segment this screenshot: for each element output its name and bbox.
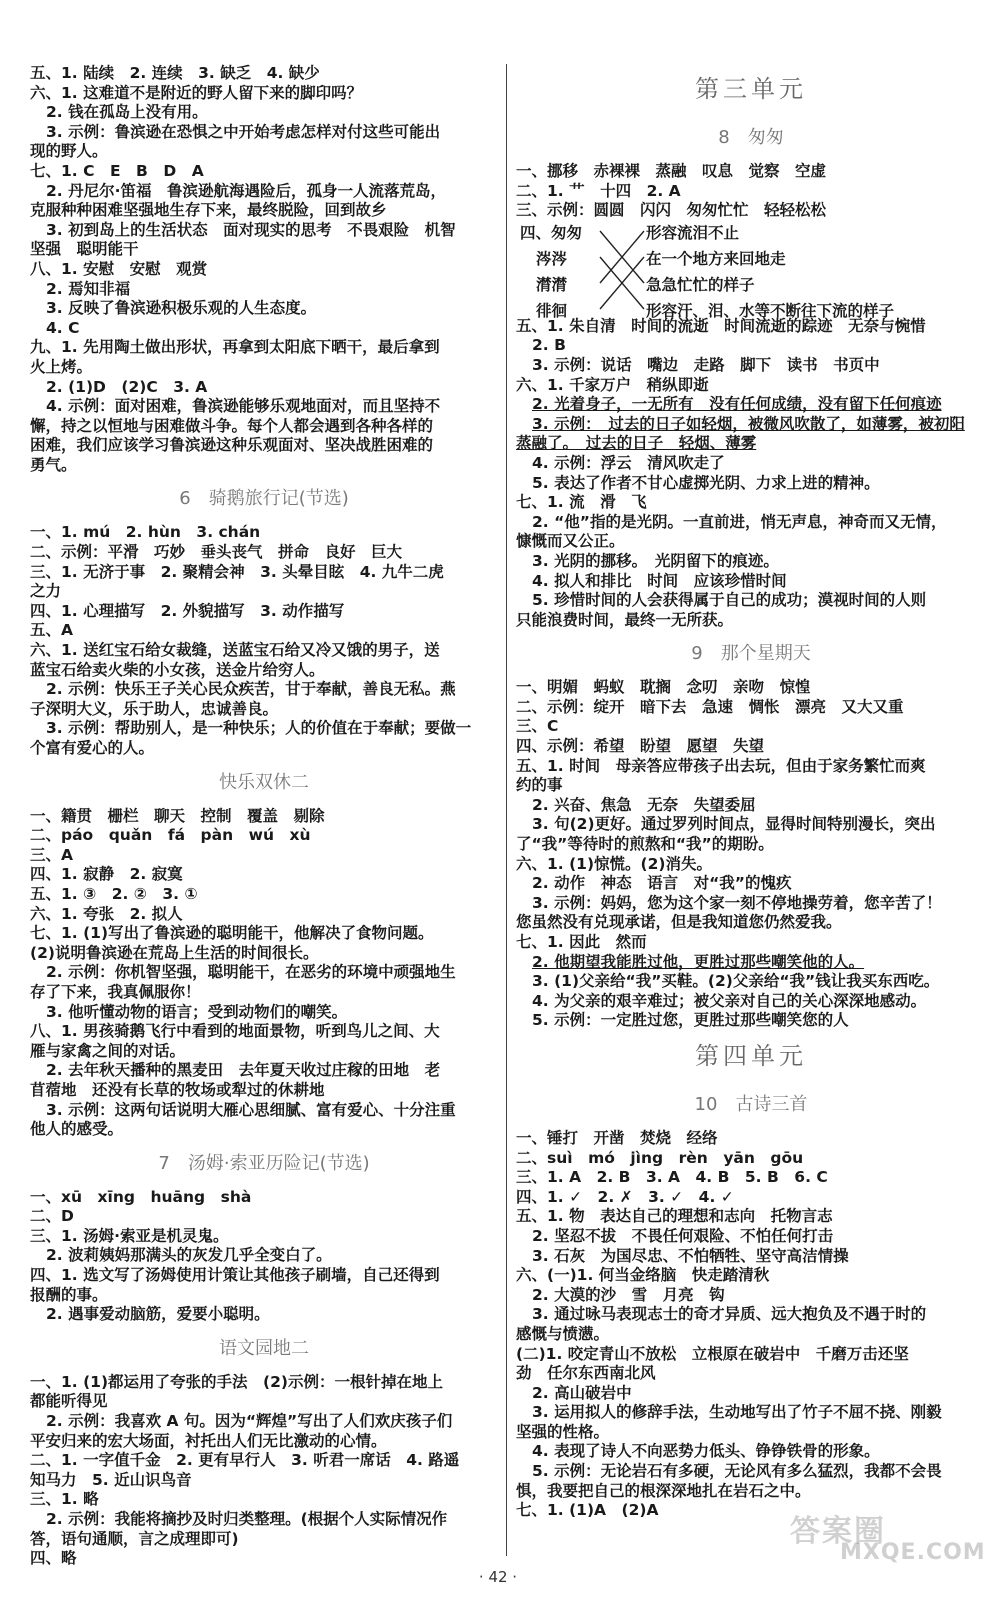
answer-line: 坚强 聪明能干	[30, 240, 139, 259]
answer-line: 了“我”等待时的煎熬和“我”的期盼。	[516, 835, 774, 854]
section-title: 7 汤姆·索亚历险记(节选)	[158, 1152, 370, 1174]
answer-line: 五、1. 朱自清 时间的流逝 时间流逝的踪迹 无奈与惋惜	[516, 316, 926, 335]
answer-line: 五、1. 时间 母亲答应带孩子出去玩，但由于家务繁忙而爽	[516, 756, 926, 775]
answer-line: 都能听得见	[30, 1392, 108, 1411]
answer-line: 2. 钱在孤岛上没有用。	[46, 103, 208, 122]
answer-line: 雁与家禽之间的对话。	[30, 1041, 186, 1060]
answer-line: 个富有爱心的人。	[30, 739, 155, 757]
match-right-4: 形容汗、泪、水等不断往下流的样子	[646, 301, 895, 320]
answer-line: 二、示例：绽开 暗下去 急速 惆怅 漂亮 又大又重	[516, 697, 904, 716]
match-right-1: 形容流泪不止	[646, 223, 740, 242]
answer-line: 2. 去年秋天播种的黑麦田 去年夏天收过庄稼的田地 老	[46, 1061, 441, 1080]
answer-line: 五、1. 陆续 2. 连续 3. 缺乏 4. 缺少	[30, 64, 320, 82]
watermark-url: MXQE.COM	[840, 1540, 986, 1565]
answer-line: 一、1. (1)都运用了夸张的手法 (2)示例：一根针掉在地上	[30, 1372, 443, 1391]
answer-line: 七、1. C E B D A	[30, 161, 204, 180]
answer-line: 一、锤打 开凿 焚烧 经络	[516, 1128, 718, 1147]
answer-line: 平安归来的宏大场面，衬托出人们无比激动的心情。	[30, 1431, 387, 1450]
right-column	[516, 64, 986, 1521]
answer-line: 3. 示例：这两句话说明大雁心思细腻、富有爱心、十分注重	[46, 1100, 456, 1119]
answer-line: 4. 为父亲的艰辛难过；被父亲对自己的关心深深地感动。	[532, 991, 927, 1010]
answer-line: 三、1. 汤姆·索亚是机灵鬼。	[30, 1226, 229, 1245]
answer-line: 五、1. 物 表达自己的理想和志向 托物言志	[516, 1207, 833, 1226]
answer-line: 惧，我要把自己的根深深地扎在岩石之中。	[516, 1481, 811, 1500]
answer-line: 3. 示例：说话 嘴边 走路 脚下 读书 书页中	[532, 355, 880, 374]
answer-line: 4. C	[46, 318, 80, 337]
match-left-1: 四、匆匆	[520, 223, 583, 242]
answer-line: 三、1. 略	[30, 1490, 99, 1509]
answer-line: 2. B	[532, 336, 566, 355]
answer-line: 七、1. (1)A (2)A	[516, 1501, 659, 1520]
answer-line: 子深明大义，乐于助人，忠诚善良。	[30, 699, 279, 718]
answer-line: 六、1. 夸张 2. 拟人	[30, 904, 183, 923]
answer-line: 二、suì mó jìng rèn yān gōu	[516, 1148, 804, 1167]
answer-line: 2. (1)D (2)C 3. A	[46, 377, 208, 396]
answer-line: 您虽然没有兑现承诺，但是我知道您仍然爱我。	[516, 913, 842, 932]
matching-exercise	[516, 221, 986, 320]
answer-line: 2. 大漠的沙 雪 月亮 钩	[532, 1285, 725, 1304]
answer-line: 四、略	[30, 1549, 77, 1568]
answer-line: 感慨与愤懑。	[516, 1324, 610, 1343]
answer-line: 二、1. 一字值千金 2. 更有早行人 3. 听君一席话 4. 路遥	[30, 1451, 460, 1470]
answer-line: 3. 反映了鲁滨逊积极乐观的人生态度。	[46, 299, 317, 318]
answer-line: 现的野人。	[30, 142, 108, 161]
answer-line: 一、籍贯 栅栏 聊天 控制 覆盖 剔除	[30, 806, 325, 825]
answer-line: 八、1. 男孩骑鹅飞行中看到的地面景物，听到鸟儿之间、大	[30, 1022, 440, 1041]
answer-line: 一、xū xīng huāng shà	[30, 1187, 252, 1206]
answer-line: 七、1. 流 滑 飞	[516, 493, 647, 512]
answer-line: 六、1. 送红宝石给女裁缝，送蓝宝石给又冷又饿的男子，送	[30, 641, 440, 660]
answer-line: 4. 示例：面对困难，鲁滨逊能够乐观地面对，而且坚持不	[46, 397, 441, 416]
answer-line: 克服种种困难坚强地生存下来，最终脱险，回到故乡	[30, 201, 387, 220]
answer-line: 3. 句(2)更好。通过罗列时间点，显得时间特别漫长，突出	[532, 815, 936, 834]
answer-line: 3. 示例： 过去的日子如轻烟，被微风吹散了，如薄雾，被初阳	[532, 414, 965, 433]
answer-line: 四、1. ✓ 2. ✗ 3. ✓ 4. ✓	[516, 1187, 734, 1206]
answer-line: 3. 示例：帮助别人，是一种快乐；人的价值在于奉献；要做一	[46, 719, 472, 738]
answer-line: 5. 示例：一定胜过您，更胜过那些嘲笑您的人	[532, 1011, 849, 1030]
answer-line: 二、páo quǎn fá pàn wú xù	[30, 826, 311, 845]
answer-line: 火上烤。	[30, 357, 93, 376]
answer-line: 知马力 5. 近山识鸟音	[30, 1470, 192, 1489]
answer-line: 慷慨而又公正。	[516, 532, 625, 551]
answer-line: 三、A	[30, 845, 73, 864]
answer-line: 六、1. 千家万户 稍纵即逝	[516, 375, 709, 394]
answer-line: 六、1. 这难道不是附近的野人留下来的脚印吗？	[30, 83, 363, 102]
section-title: 6 骑鹅旅行记(节选)	[179, 488, 349, 510]
answer-line: 二、示例：平滑 巧妙 垂头丧气 拼命 良好 巨大	[30, 543, 403, 562]
match-right-3: 急急忙忙的样子	[646, 275, 755, 294]
answer-line: 2. 焉知非福	[46, 279, 131, 298]
answer-line: 2. 示例：你机智坚强，聪明能干，在恶劣的环境中顽强地生	[46, 963, 456, 982]
answer-line: 七、1. 因此 然而	[516, 933, 647, 951]
right-column-top	[516, 64, 986, 221]
answer-line: 坚强的性格。	[516, 1422, 610, 1441]
answer-line: 九、1. 先用陶土做出形状，再拿到太阳底下晒干，最后拿到	[30, 338, 440, 357]
answer-line: 一、1. mú 2. hùn 3. chán	[30, 523, 261, 542]
answer-line: 四、1. 心理描写 2. 外貌描写 3. 动作描写	[30, 601, 345, 620]
answer-line: 2. 示例：快乐王子关心民众疾苦，甘于奉献，善良无私。燕	[46, 680, 456, 699]
answer-line: 二、1. 艹 十四 2. A	[516, 181, 681, 200]
answer-line: 3. 通过咏马表现志士的奇才异质、远大抱负及不遇于时的	[532, 1305, 927, 1324]
answer-line: 2. 丹尼尔·笛福 鲁滨逊航海遇险后，孤身一人流落荒岛，	[46, 181, 446, 200]
answer-line: 八、1. 安慰 安慰 观赏	[30, 259, 208, 278]
answer-line: 勇气。	[30, 455, 77, 474]
answer-line: 五、1. ③ 2. ② 3. ①	[30, 884, 198, 903]
section-title: 9 那个星期天	[691, 643, 811, 665]
answer-line: 3. (1)父亲给“我”买鞋。(2)父亲给“我”钱让我买东西吃。	[532, 972, 940, 991]
answer-line: 答，语句通顺，言之成理即可)	[30, 1529, 239, 1548]
answer-line: 四、1. 寂静 2. 寂寞	[30, 865, 183, 884]
answer-line: 劲 任尔东西南北风	[516, 1364, 656, 1383]
answer-line: 2. 示例：我能将摘抄及时归类整理。(根据个人实际情况作	[46, 1510, 448, 1528]
answer-line: 2. 波莉姨妈那满头的灰发几乎全变白了。	[46, 1246, 332, 1265]
answer-line: 2. 高山破岩中	[532, 1383, 632, 1402]
match-right-2: 在一个地方来回地走	[646, 249, 786, 268]
answer-line: 苜蓿地 还没有长草的牧场或犁过的休耕地	[30, 1080, 325, 1099]
answer-line: 六、1. (1)惊慌。(2)消失。	[516, 854, 712, 873]
answer-line: 3. 他听懂动物的语言；受到动物们的嘲笑。	[46, 1002, 348, 1021]
answer-line: 约的事	[516, 776, 563, 795]
answer-line: 3. 示例：妈妈，您为这个家一刻不停地操劳着，您辛苦了！	[532, 893, 942, 912]
answer-line: 三、1. 无济于事 2. 聚精会神 3. 头晕目眩 4. 九牛二虎	[30, 562, 444, 581]
answer-line: 3. 光阴的挪移。 光阴留下的痕迹。	[532, 551, 779, 570]
answer-line: 3. 运用拟人的修辞手法，生动地写出了竹子不屈不挠、刚毅	[532, 1403, 942, 1422]
answer-line: 2. 兴奋、焦急 无奈 失望委屈	[532, 795, 756, 814]
watermark-logo: 答案圈	[790, 1514, 886, 1549]
answer-line: 4. 示例：浮云 清风吹走了	[532, 453, 725, 472]
match-left-2: 涔涔	[536, 249, 568, 268]
answer-line: 懈，持之以恒地与困难做斗争。每个人都会遇到各种各样的	[30, 416, 434, 435]
answer-line: 2. 光着身子，一无所有 没有任何成绩，没有留下任何痕迹	[532, 395, 942, 414]
answer-line: 报酬的事。	[30, 1285, 108, 1304]
answer-line: (2)说明鲁滨逊在荒岛上生活的时间很长。	[30, 943, 319, 962]
answer-line: 4. 拟人和排比 时间 应该珍惜时间	[532, 571, 787, 590]
answer-line: 只能浪费时间，最终一无所获。	[516, 610, 734, 629]
answer-line: 三、C	[516, 717, 559, 736]
right-column-bottom	[516, 317, 986, 1521]
answer-line: 三、示例：圆圆 闪闪 匆匆忙忙 轻轻松松	[516, 201, 827, 220]
answer-line: 困难，我们应该学习鲁滨逊这种乐观面对、坚决战胜困难的	[30, 436, 434, 455]
answer-line: 四、1. 选文写了汤姆使用计策让其他孩子刷墙，自己还得到	[30, 1266, 440, 1285]
answer-line: 2. 动作 神态 语言 对“我”的愧疚	[532, 874, 792, 893]
unit-title: 第三单元	[695, 75, 807, 103]
answer-line: 二、D	[30, 1207, 74, 1226]
section-title: 语文园地二	[219, 1337, 309, 1359]
answer-line: 蓝宝石给卖火柴的小女孩，送金片给穷人。	[30, 660, 325, 679]
answer-line: 三、1. A 2. B 3. A 4. B 5. B 6. C	[516, 1168, 828, 1187]
column-divider	[506, 64, 507, 1556]
answer-line: 3. 石灰 为国尽忠、不怕牺牲、坚守高洁情操	[532, 1246, 849, 1265]
answer-line: 3. 初到岛上的生活状态 面对现实的思考 不畏艰险 机智	[46, 220, 456, 239]
answer-line: 六、(一)1. 何当金络脑 快走踏清秋	[516, 1266, 770, 1285]
answer-line: (二)1. 咬定青山不放松 立根原在破岩中 千磨万击还坚	[516, 1344, 909, 1363]
matching-lines	[598, 221, 648, 317]
unit-title: 第四单元	[695, 1041, 807, 1070]
answer-line: 存了下来，我真佩服你！	[30, 982, 201, 1001]
answer-line: 2. 他期望我能胜过他，更胜过那些嘲笑他的人。	[532, 952, 865, 971]
answer-line: 4. 表现了诗人不向恶势力低头、铮铮铁骨的形象。	[532, 1442, 880, 1461]
answer-line: 2. 示例：我喜欢 A 句。因为“辉煌”写出了人们欢庆孩子们	[46, 1412, 453, 1431]
left-column	[30, 64, 498, 1569]
section-title: 快乐双休二	[219, 771, 309, 793]
page-number: · 42 ·	[478, 1568, 518, 1586]
answer-line: 四、示例：希望 盼望 愿望 失望	[516, 737, 765, 756]
answer-line: 2. 坚忍不拔 不畏任何艰险、不怕任何打击	[532, 1226, 834, 1245]
answer-line: 一、明媚 蚂蚁 耽搁 念叨 亲吻 惊惶	[516, 678, 811, 697]
answer-line: 一、挪移 赤裸裸 蒸融 叹息 觉察 空虚	[516, 162, 827, 180]
answer-line: 3. 示例：鲁滨逊在恐惧之中开始考虑怎样对付这些可能出	[46, 122, 441, 141]
answer-line: 之力	[30, 582, 62, 601]
answer-line: 他人的感受。	[30, 1120, 124, 1139]
answer-line: 五、A	[30, 621, 73, 640]
section-title: 8 匆匆	[718, 127, 784, 148]
answer-line: 蒸融了。 过去的日子 轻烟、薄雾	[516, 434, 757, 453]
match-left-3: 潸潸	[536, 275, 568, 294]
answer-line: 2. 遇事爱动脑筋，爱要小聪明。	[46, 1305, 270, 1324]
match-left-4: 徘徊	[536, 301, 568, 320]
answer-line: 5. 表达了作者不甘心虚掷光阴、力求上进的精神。	[532, 473, 880, 492]
answer-line: 5. 珍惜时间的人会获得属于自己的成功；漠视时间的人则	[532, 591, 927, 610]
answer-line: 5. 示例：无论岩石有多硬，无论风有多么猛烈，我都不会畏	[532, 1462, 942, 1481]
answer-line: 2. “他”指的是光阴。一直前进，悄无声息，神奇而又无情，	[532, 512, 947, 531]
answer-line: 七、1. (1)写出了鲁滨逊的聪明能干，他解决了食物问题。	[30, 924, 434, 943]
section-title: 10 古诗三首	[694, 1093, 808, 1115]
